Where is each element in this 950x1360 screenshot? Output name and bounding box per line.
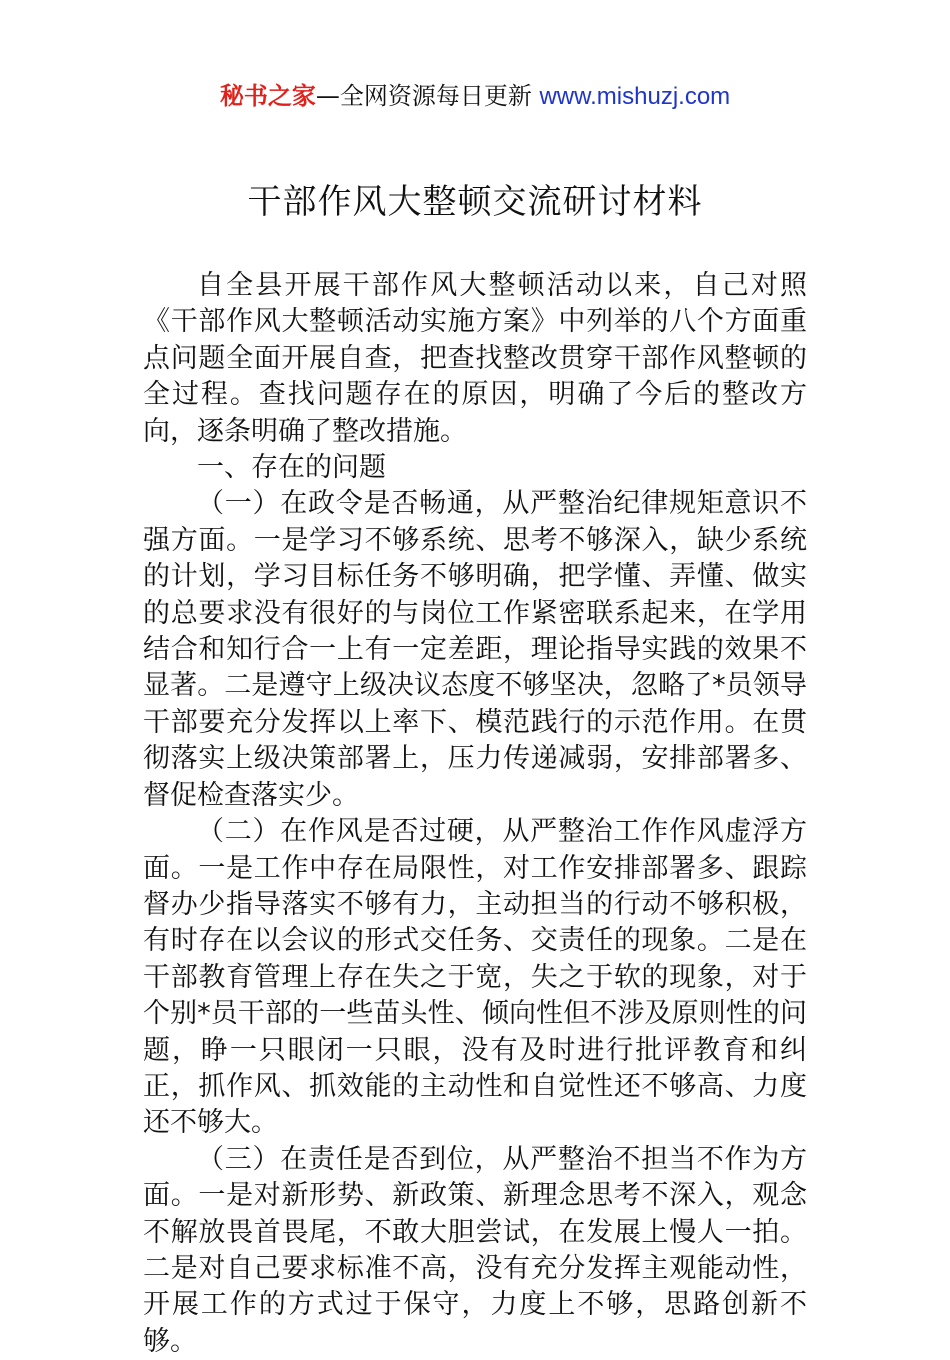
site-brand: 秘书之家 [219, 82, 316, 110]
site-tagline: —全网资源每日更新 [315, 82, 532, 110]
intro-paragraph: 自全县开展干部作风大整顿活动以来，自己对照《干部作风大整顿活动实施方案》中列举的八个方面重点问题全面开展自查，把查找整改贯穿干部作风整顿的全过程。查找问题存在的原因，明确了今后的整改方向，逐条明确了整改措施。 [143, 270, 807, 447]
document-body [143, 268, 807, 1360]
site-url-link[interactable]: www.mishuzj.com [539, 83, 731, 110]
site-header [0, 80, 950, 113]
body-paragraph: （二）在作风是否过硬，从严整治工作作风虚浮方面。一是工作中存在局限性，对工作安排部署多、跟踪督办少指导落实不够有力，主动担当的行动不够积极，有时存在以会议的形式交任务、交责任的现象。二是在干部教育管理上存在失之于宽，失之于软的现象，对于个别*员干部的一些苗头性、倾向性但不涉及原则性的问题，睁一只眼闭一只眼，没有及时进行批评教育和纠正，抓作风、抓效能的主动性和自觉性还不够高、力度还不够大。 [143, 816, 807, 1139]
section-heading: 一、存在的问题 [197, 452, 386, 484]
document-title: 干部作风大整顿交流研讨材料 [247, 182, 703, 222]
body-paragraph: （一）在政令是否畅通，从严整治纪律规矩意识不强方面。一是学习不够系统、思考不够深入，缺少系统的计划，学习目标任务不够明确，把学懂、弄懂、做实的总要求没有很好的与岗位工作紧密联系起来，在学用结合和知行合一上有一定差距，理论指导实践的效果不显著。二是遵守上级决议态度不够坚决，忽略了*员领导干部要充分发挥以上率下、模范践行的示范作用。在贯彻落实上级决策部署上，压力传递减弱，安排部署多、督促检查落实少。 [143, 488, 807, 811]
body-paragraph: （三）在责任是否到位，从严整治不担当不作为方面。一是对新形势、新政策、新理念思考不深入，观念不解放畏首畏尾，不敢大胆尝试，在发展上慢人一拍。二是对自己要求标准不高，没有充分发挥主观能动性，开展工作的方式过于保守，力度上不够，思路创新不够。 [143, 1143, 807, 1357]
